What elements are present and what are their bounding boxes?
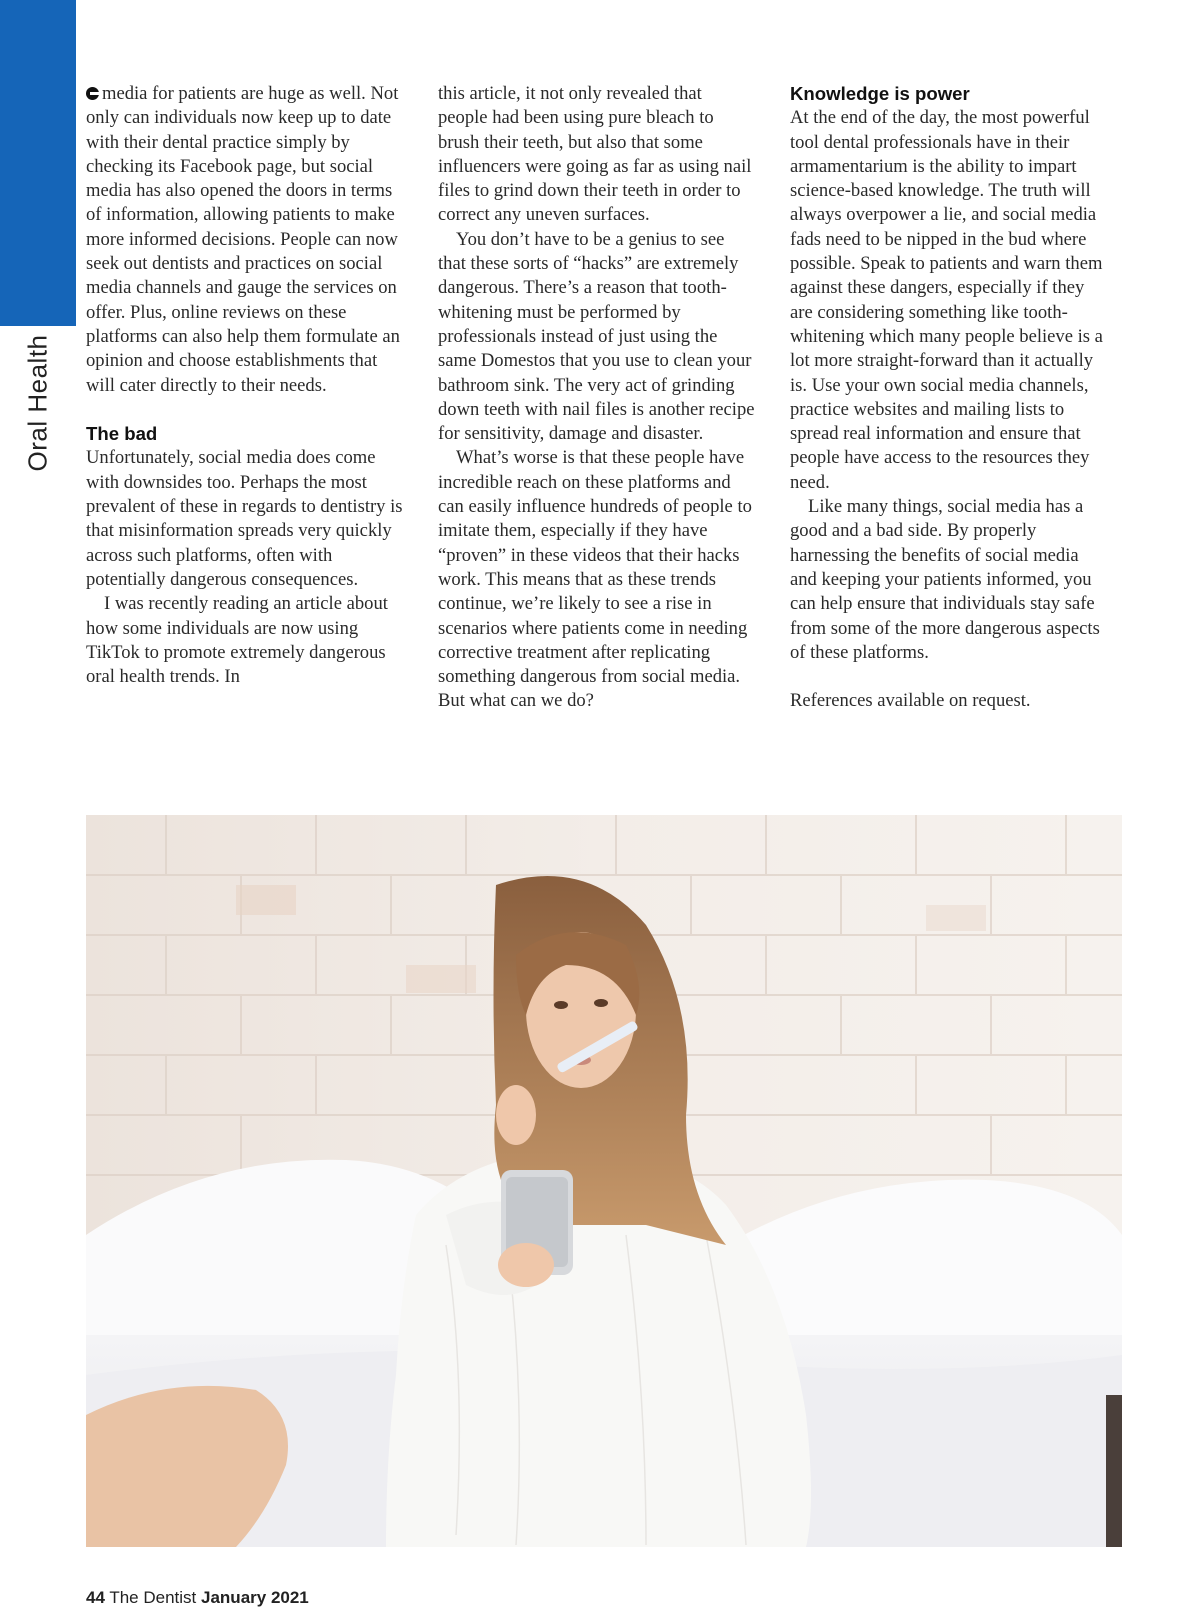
paragraph: I was recently reading an article about how some individuals are now using TikTok to promote extremely dangerous oral health trends. In bbox=[86, 593, 388, 688]
paragraph-text: media for patients are huge as well. Not only can individuals now keep up to date with their dental practice simply by checking its Facebook page, but social media has also opened the doors in terms of information, allowing patients to make more informed decisions. People can now seek out dentists and practices on social media channels and gauge the services on offer. Plus, online reviews on these platforms can also help them formulate an opinion and choose establishments that will cater directly to their needs. bbox=[86, 83, 400, 396]
paragraph: You don’t have to be a genius to see that these sorts of “hacks” are extremely dangerous. There’s a reason that tooth-whitening must be performed by professionals instead of just using the same Domestos that you use to clean your bathroom sink. The very act of grinding down teeth with nail files is another recipe for sensitivity, damage and disaster. bbox=[438, 228, 755, 445]
article-column-1 bbox=[86, 82, 404, 689]
paragraph bbox=[86, 82, 404, 398]
paragraph: What’s worse is that these people have incredible reach on these platforms and can easily influence hundreds of people to imitate them, especially if they have “proven” in these videos that their hacks work. This means that as these trends continue, we’re likely to see a rise in scenarios where patients come in needing corrective treatment after replicating something dangerous from social media. But what can we do? bbox=[438, 447, 752, 712]
page-footer bbox=[86, 1588, 309, 1608]
photo-woman-with-phone bbox=[86, 815, 1122, 1547]
article-photo bbox=[86, 815, 1122, 1547]
references-note: References available on request. bbox=[790, 690, 1031, 712]
section-label: Oral Health bbox=[22, 334, 53, 472]
paragraph: At the end of the day, the most powerful tool dental professionals have in their armamentarium is the ability to impart science-based knowledge. The truth will always overpower a lie, and social media fads need to be nipped in the bud where possible. Speak to patients and warn them against these dangers, especially if they are considering something like tooth-whitening which many people believe is a lot more straight-forward than it actually is. Use your own social media channels, practice websites and mailing lists to spread real information and ensure that people have access to the resources they need. bbox=[790, 107, 1103, 493]
magazine-name: The Dentist bbox=[109, 1588, 197, 1607]
section-color-bar bbox=[0, 0, 76, 326]
paragraph: Like many things, social media has a good and a bad side. By properly harnessing the benefits of social media and keeping your patients informed, you can help ensure that individuals stay safe from some of the more dangerous aspects of these platforms. bbox=[790, 496, 1100, 663]
subheading-the-bad: The bad bbox=[86, 423, 158, 445]
issue-date: January 2021 bbox=[201, 1588, 309, 1607]
subheading-knowledge-is-power: Knowledge is power bbox=[790, 83, 970, 104]
article-column-2 bbox=[438, 82, 756, 714]
paragraph: Unfortunately, social media does come with downsides too. Perhaps the most prevalent of these in regards to dentistry is that misinformation spreads very quickly across such platforms, often with potentially dangerous consequences. bbox=[86, 447, 403, 590]
continued-arrow-icon bbox=[86, 87, 99, 100]
article-column-3 bbox=[790, 82, 1108, 714]
paragraph: this article, it not only revealed that people had been using pure bleach to brush their teeth, but also that some influencers were going as far as using nail files to grind down their teeth in order to correct any uneven surfaces. bbox=[438, 83, 752, 226]
page-number: 44 bbox=[86, 1588, 105, 1607]
